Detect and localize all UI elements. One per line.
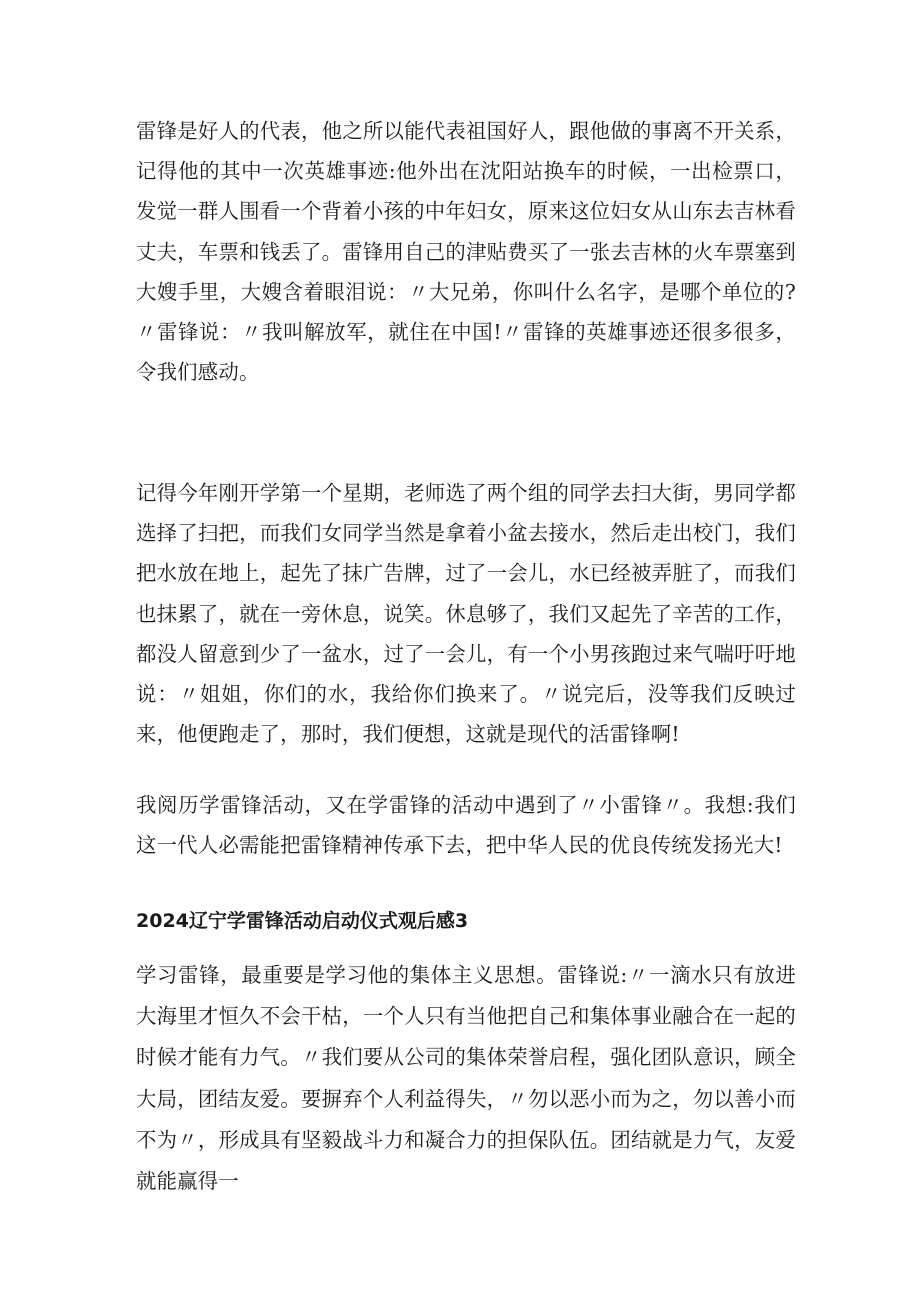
paragraph-school-cleaning: 记得今年刚开学第一个星期，老师选了两个组的同学去扫大街，男同学都选择了扫把，而我们女同学当然是拿着小盆去接水，然后走出校门，我们把水放在地上，起先了抹广告牌，过了一会儿，水已经被弄脏了，而我们也抹累了，就在一旁休息，说笑。休息够了，我们又起先了辛苦的工作，都没人留意到少了一盆水，过了一会儿，有一个小男孩跑过来气喘吁吁地说：〃姐姐，你们的水，我给你们换来了。〃说完后，没等我们反映过来，他便跑走了，那时，我们便想，这就是现代的活雷锋啊! [136, 481, 796, 747]
paragraph-reflection: 我阅历学雷锋活动，又在学雷锋的活动中遇到了〃小雷锋〃。我想:我们这一代人必需能把雷锋精神传承下去，把中华人民的优良传统发扬光大! [136, 793, 796, 858]
paragraph-collectivism: 学习雷锋，最重要是学习他的集体主义思想。雷锋说:〃一滴水只有放进大海里才恒久不会干枯，一个人只有当他把自己和集体事业融合在一起的时候才能有力气。〃我们要从公司的集体荣誉启程，强化团队意识，顾全大局，团结友爱。要摒弃个人利益得失，〃勿以恶小而为之，勿以善小而不为〃，形成具有坚毅战斗力和凝合力的担保队伍。团结就是力气，友爱就能赢得一 [136, 963, 796, 1194]
section-heading: 2024辽宁学雷锋活动启动仪式观后感3 [136, 910, 469, 932]
paragraph-lei-feng-story: 雷锋是好人的代表，他之所以能代表祖国好人，跟他做的事离不开关系，记得他的其中一次英雄事迹:他外出在沈阳站换车的时候，一出检票口，发觉一群人围看一个背着小孩的中年妇女，原来这位妇女从山东去吉林看丈夫，车票和钱丢了。雷锋用自己的津贴费买了一张去吉林的火车票塞到大嫂手里，大嫂含着眼泪说：〃大兄弟，你叫什么名字，是哪个单位的?〃雷锋说：〃我叫解放军，就住在中国!〃雷锋的英雄事迹还很多很多，令我们感动。 [136, 119, 796, 385]
